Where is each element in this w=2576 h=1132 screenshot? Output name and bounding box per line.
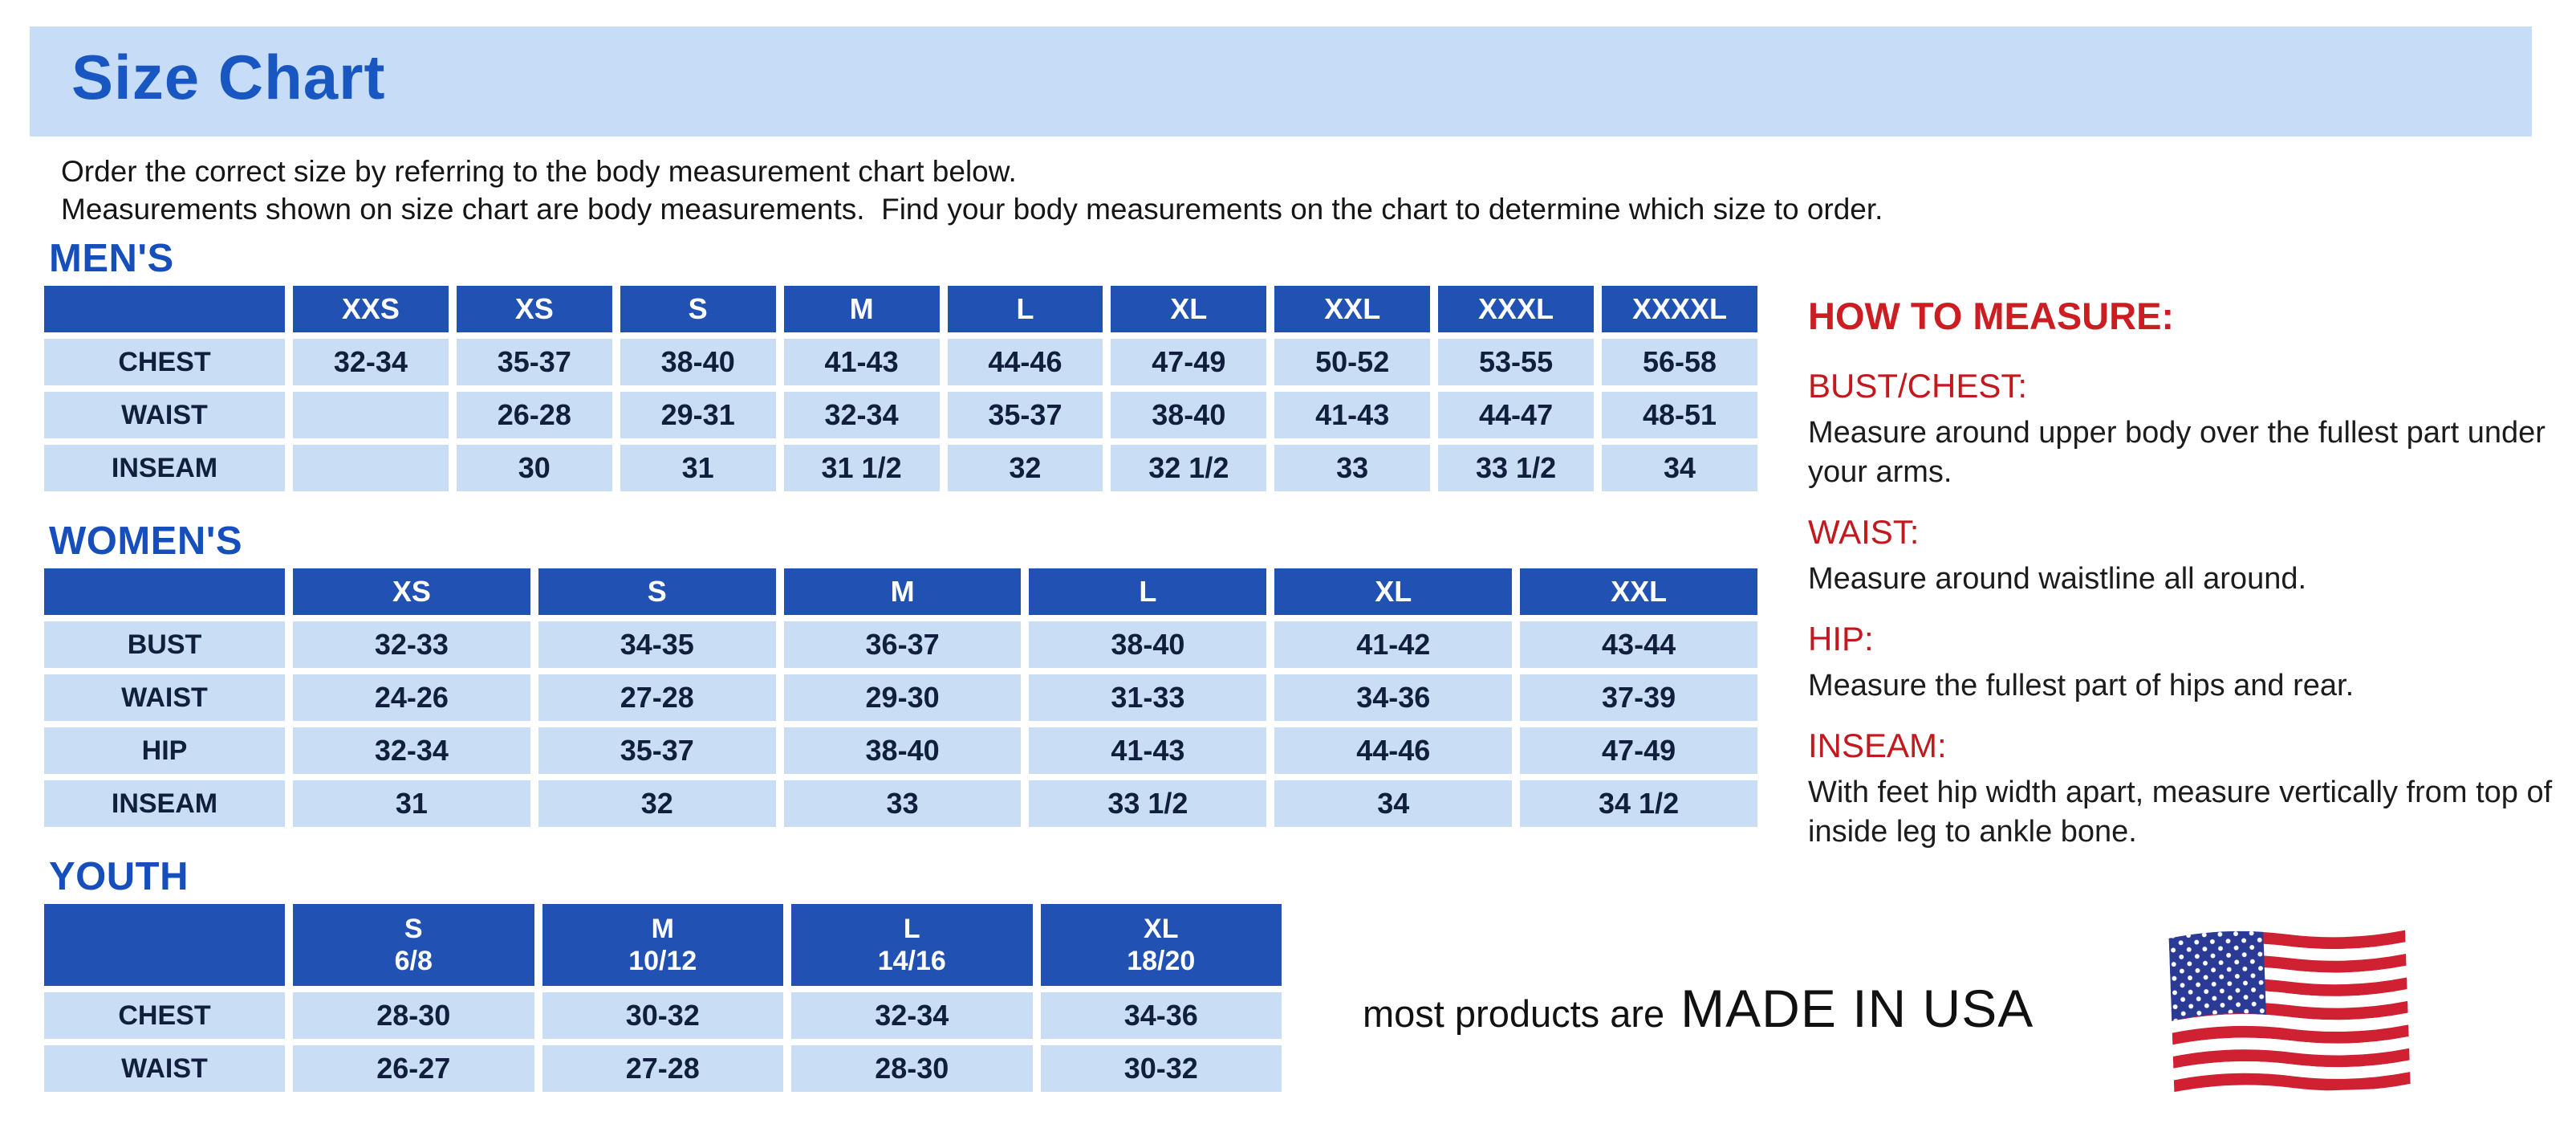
value-cell: 53-55 [1438, 339, 1594, 385]
page-title: Size Chart [71, 42, 386, 112]
row-label-cell: BUST [44, 621, 285, 668]
row-label-cell: CHEST [44, 339, 285, 385]
value-cell: 38-40 [1029, 621, 1266, 668]
value-cell: 33 1/2 [1438, 445, 1594, 491]
value-cell: 34 [1602, 445, 1757, 491]
value-cell: 38-40 [784, 727, 1022, 774]
size-header-cell: XXL [1520, 568, 1757, 615]
measure-description: With feet hip width apart, measure vertically from top of inside leg to ankle bone. [1808, 776, 2553, 849]
measure-term: BUST/CHEST: [1808, 367, 2028, 405]
size-header-cell: S [620, 286, 776, 332]
value-cell: 32 [948, 445, 1103, 491]
value-cell: 32 [538, 780, 776, 827]
made-in-usa-prefix: most products are [1363, 992, 1665, 1035]
row-label-cell: INSEAM [44, 780, 285, 827]
row-label-cell: WAIST [44, 1045, 285, 1092]
value-cell: 30 [457, 445, 612, 491]
value-cell: 32-34 [293, 727, 530, 774]
value-cell: 30-32 [542, 992, 784, 1039]
table-row [44, 727, 1757, 774]
value-cell: 56-58 [1602, 339, 1757, 385]
size-header-cell: S [538, 568, 776, 615]
size-header-cell: XL [1111, 286, 1266, 332]
value-cell: 44-46 [1274, 727, 1512, 774]
size-header-cell: M [784, 286, 940, 332]
row-label-cell: HIP [44, 727, 285, 774]
value-cell: 34 [1274, 780, 1512, 827]
value-cell: 34-36 [1041, 992, 1282, 1039]
measure-term: HIP: [1808, 620, 1874, 658]
value-cell: 32-34 [784, 392, 940, 438]
value-cell: 35-37 [538, 727, 776, 774]
table-row [44, 621, 1757, 668]
value-cell: 32 1/2 [1111, 445, 1266, 491]
youth-size-table [36, 898, 1290, 1098]
header-row [44, 904, 1282, 986]
value-cell: 32-33 [293, 621, 530, 668]
size-header-cell: XS [293, 568, 530, 615]
header-row [44, 286, 1757, 332]
size-tables-column [44, 236, 1778, 1098]
size-header-cell: M 10/12 [542, 904, 784, 986]
womens-size-table [36, 562, 1765, 833]
value-cell: 41-43 [1029, 727, 1266, 774]
value-cell: 29-31 [620, 392, 776, 438]
value-cell: 31-33 [1029, 674, 1266, 721]
value-cell: 36-37 [784, 621, 1022, 668]
value-cell: 26-28 [457, 392, 612, 438]
table-row [44, 674, 1757, 721]
value-cell: 24-26 [293, 674, 530, 721]
youth-heading: YOUTH [49, 855, 189, 898]
mens-heading: MEN'S [49, 237, 174, 280]
size-header-cell: XXXXL [1602, 286, 1757, 332]
value-cell: 48-51 [1602, 392, 1757, 438]
value-cell: 33 1/2 [1029, 780, 1266, 827]
value-cell: 47-49 [1520, 727, 1757, 774]
row-label-cell: WAIST [44, 674, 285, 721]
how-to-measure-list [1808, 367, 2570, 852]
value-cell: 33 [784, 780, 1022, 827]
value-cell: 35-37 [457, 339, 612, 385]
value-cell [293, 392, 449, 438]
value-cell: 31 [620, 445, 776, 491]
value-cell: 30-32 [1041, 1045, 1282, 1092]
intro-text [61, 153, 1883, 228]
size-header-cell: XXL [1274, 286, 1430, 332]
value-cell: 28-30 [791, 1045, 1033, 1092]
womens-heading: WOMEN'S [49, 519, 243, 563]
value-cell: 27-28 [538, 674, 776, 721]
table-row [44, 1045, 1282, 1092]
measure-term: INSEAM: [1808, 727, 1947, 764]
row-label-cell: CHEST [44, 992, 285, 1039]
how-to-measure-panel [1808, 294, 2570, 852]
measure-description: Measure around upper body over the fullest part under your arms. [1808, 416, 2546, 489]
value-cell: 26-27 [293, 1045, 534, 1092]
size-header-cell: L 14/16 [791, 904, 1033, 986]
value-cell: 32-34 [293, 339, 449, 385]
value-cell: 32-34 [791, 992, 1033, 1039]
size-header-cell: M [784, 568, 1022, 615]
mens-size-table [36, 279, 1765, 498]
corner-header-cell [44, 286, 285, 332]
value-cell: 44-47 [1438, 392, 1594, 438]
value-cell: 43-44 [1520, 621, 1757, 668]
header-row [44, 568, 1757, 615]
value-cell: 28-30 [293, 992, 534, 1039]
value-cell: 33 [1274, 445, 1430, 491]
value-cell: 38-40 [1111, 392, 1266, 438]
value-cell: 31 1/2 [784, 445, 940, 491]
value-cell: 29-30 [784, 674, 1022, 721]
size-header-cell: L [1029, 568, 1266, 615]
table-row [44, 339, 1757, 385]
value-cell: 34-36 [1274, 674, 1512, 721]
value-cell: 47-49 [1111, 339, 1266, 385]
row-label-cell: INSEAM [44, 445, 285, 491]
usa-flag-icon [2166, 918, 2412, 1096]
size-header-cell: XS [457, 286, 612, 332]
value-cell: 37-39 [1520, 674, 1757, 721]
row-label-cell: WAIST [44, 392, 285, 438]
size-header-cell: XXS [293, 286, 449, 332]
size-header-cell: XL 18/20 [1041, 904, 1282, 986]
corner-header-cell [44, 904, 285, 986]
made-in-usa-text: MADE IN USA [1680, 979, 2034, 1038]
size-header-cell: S 6/8 [293, 904, 534, 986]
value-cell: 31 [293, 780, 530, 827]
flag-canton [2169, 930, 2267, 1021]
value-cell: 50-52 [1274, 339, 1430, 385]
intro-line-1: Order the correct size by referring to the body measurement chart below. [61, 155, 1017, 188]
value-cell: 44-46 [948, 339, 1103, 385]
table-row [44, 780, 1757, 827]
value-cell: 41-43 [784, 339, 940, 385]
value-cell: 34-35 [538, 621, 776, 668]
corner-header-cell [44, 568, 285, 615]
value-cell: 41-42 [1274, 621, 1512, 668]
size-header-cell: XL [1274, 568, 1512, 615]
how-to-measure-heading: HOW TO MEASURE: [1808, 295, 2175, 337]
value-cell: 35-37 [948, 392, 1103, 438]
title-banner [30, 26, 2532, 136]
value-cell [293, 445, 449, 491]
size-header-cell: L [948, 286, 1103, 332]
value-cell: 27-28 [542, 1045, 784, 1092]
measure-description: Measure the fullest part of hips and rear. [1808, 669, 2355, 702]
value-cell: 41-43 [1274, 392, 1430, 438]
made-in-usa-line [1363, 978, 2034, 1039]
value-cell: 38-40 [620, 339, 776, 385]
size-header-cell: XXXL [1438, 286, 1594, 332]
table-row [44, 392, 1757, 438]
measure-description: Measure around waistline all around. [1808, 562, 2307, 596]
intro-line-2: Measurements shown on size chart are body measurements. Find your body measurements on the chart to determine which size to order. [61, 193, 1883, 226]
value-cell: 34 1/2 [1520, 780, 1757, 827]
table-row [44, 992, 1282, 1039]
table-row [44, 445, 1757, 491]
measure-term: WAIST: [1808, 513, 1920, 551]
